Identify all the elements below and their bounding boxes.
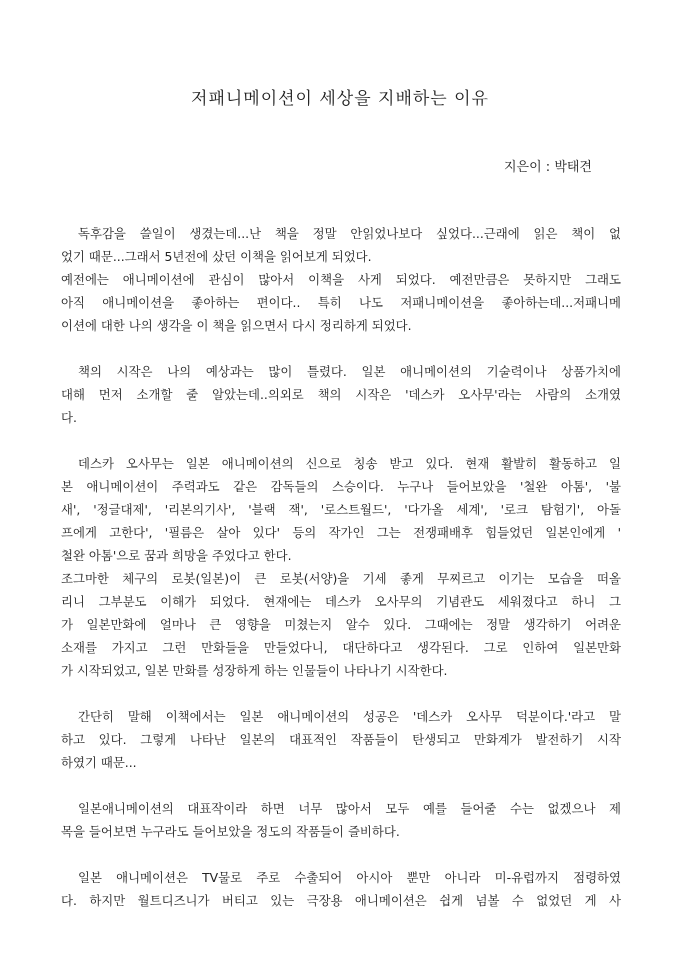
text-line: 리니 그부분도 이해가 되었다. 현재에는 데스카 오사무의 기념관도 세워졌다고 하니 그: [61, 594, 621, 609]
paragraph: [61, 705, 621, 774]
paragraph-gap: [61, 682, 621, 705]
paragraph-gap: [61, 843, 621, 866]
text-line: 이션에 대한 나의 생각을 이 책을 읽으면서 다시 정리하게 되었다.: [61, 318, 412, 333]
text-line: 조그마한 체구의 로봇(일본)이 큰 로봇(서양)을 기세 좋게 무찌르고 이기는 모습을 떠올: [61, 571, 621, 586]
paragraph: [61, 866, 621, 912]
paragraph: [61, 452, 621, 682]
text-line: 독후감을 쓸일이 생겼는데...난 책을 정말 안읽었나보다 싶었다...근래에 읽은 책이 없: [78, 226, 621, 241]
text-line: 간단히 말해 이책에서는 일본 애니메이션의 성공은 '데스카 오사무 덕분이다.'라고 말: [78, 709, 621, 724]
document-body: [61, 222, 621, 912]
text-line: 하였기 때문...: [61, 755, 137, 770]
text-line: 본 애니메이션이 주력과도 같은 감독들의 스승이다. 누구나 들어보았을 '철완 아톰', '불: [61, 479, 621, 494]
text-line: 대해 먼저 소개할 줄 알았는데..의외로 책의 시작은 '데스카 오사무'라는 사람의 소개였: [61, 387, 621, 402]
text-line: 일본애니메이션의 대표작이라 하면 너무 많아서 모두 예를 들어줄 수는 없겠으나 제: [78, 801, 621, 816]
text-line: 철완 아톰'으로 꿈과 희망을 주었다고 한다.: [61, 548, 292, 563]
text-line: 책의 시작은 나의 예상과는 많이 틀렸다. 일본 애니메이션의 기술력이나 상품가치에: [78, 364, 621, 379]
text-line: 다. 하지만 월트디즈니가 버티고 있는 극장용 애니메이션은 쉽게 넘볼 수 없었던 게 사: [61, 893, 621, 908]
document-title: 저패니메이션이 세상을 지배하는 이유: [191, 89, 489, 109]
author-line: 지은이 : 박태견: [504, 160, 592, 175]
text-line: 목을 들어보면 누구라도 들어보았을 정도의 작품들이 즐비하다.: [61, 824, 400, 839]
paragraph-gap: [61, 337, 621, 360]
paragraph: [61, 797, 621, 843]
text-line: 었기 때문...그래서 5년전에 샀던 이책을 읽어보게 되었다.: [61, 249, 372, 264]
text-line: 소재를 가지고 그런 만화들을 만들었다니, 대단하다고 생각된다. 그로 인하여 일본만화: [61, 640, 621, 655]
text-line: 아직 애니메이션을 좋아하는 편이다.. 특히 나도 저패니메이션을 좋아하는데...저패니메: [61, 295, 621, 310]
text-line: 일본 애니메이션은 TV물로 주로 수출되어 아시아 뿐만 아니라 미-유럽까지 점령하였: [78, 870, 621, 885]
paragraph-gap: [61, 429, 621, 452]
text-line: 예전에는 애니메이션에 관심이 많아서 이책을 사게 되었다. 예전만큼은 못하지만 그래도: [61, 272, 621, 287]
text-line: 새', '정글대제', '리본의기사', '블랙 잭', '로스트월드', '다가올 세계', '로크 탐험기', 아돌: [61, 502, 621, 517]
text-line: 가 일본만화에 얼마나 큰 영향을 미쳤는지 알수 있다. 그때에는 정말 생각하기 어려운: [61, 617, 621, 632]
paragraph: [61, 222, 621, 337]
text-line: 가 시작되었고, 일본 만화를 성장하게 하는 인물들이 나타나기 시작한다.: [61, 663, 448, 678]
paragraph-gap: [61, 774, 621, 797]
text-line: 하고 있다. 그렇게 나타난 일본의 대표적인 작품들이 탄생되고 만화계가 발전하기 시작: [61, 732, 621, 747]
text-line: 데스카 오사무는 일본 애니메이션의 신으로 칭송 받고 있다. 현재 활발히 활동하고 일: [78, 456, 621, 471]
paragraph: [61, 360, 621, 429]
text-line: 프에게 고한다', '필름은 살아 있다' 등의 작가인 그는 전쟁패배후 힘들었던 일본인에게 ': [61, 525, 621, 540]
text-line: 다.: [61, 410, 77, 425]
